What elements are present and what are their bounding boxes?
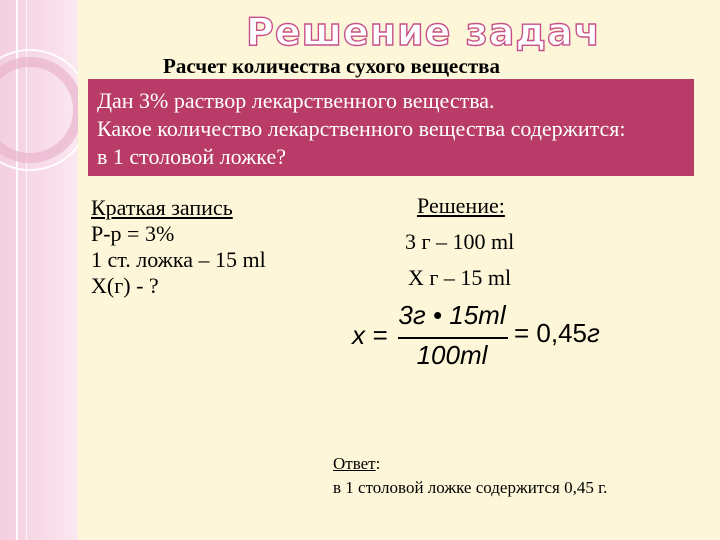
fraction-bar [398, 337, 508, 339]
formula-result-value: = 0,45 [514, 318, 588, 348]
given-line: Р-р = 3% [91, 221, 175, 246]
formula-result [514, 318, 600, 349]
slide-subtitle: Расчет количества сухого вещества [163, 54, 500, 78]
problem-line: Какое количество лекарственного вещества содержится: [97, 116, 626, 141]
solution-line: 3 г – 100 ml [405, 229, 515, 254]
formula-result-unit: г [587, 318, 600, 348]
answer-section [333, 452, 607, 500]
problem-line: Дан 3% раствор лекарственного вещества. [97, 88, 495, 113]
slide-title: Решение задач [246, 10, 601, 54]
given-section [91, 195, 266, 299]
solution-line: X г – 15 ml [408, 265, 512, 290]
problem-line: в 1 столовой ложке? [97, 144, 286, 169]
formula-lhs: x = [352, 320, 388, 350]
given-heading: Краткая запись [91, 195, 233, 220]
problem-statement-box [88, 79, 694, 176]
formula-denominator: 100ml [416, 340, 488, 370]
given-line: 1 ст. ложка – 15 ml [91, 247, 266, 272]
given-line: X(г) - ? [91, 273, 159, 298]
decorative-side-bar [0, 0, 78, 540]
solution-heading: Решение: [417, 193, 505, 218]
solution-section [405, 188, 514, 296]
answer-heading: Ответ [333, 454, 376, 473]
answer-colon: : [375, 454, 381, 473]
decorative-circles-icon [0, 0, 78, 540]
formula-numerator: 3г • 15ml [398, 300, 506, 330]
answer-text: в 1 столовой ложке содержится 0,45 г. [333, 478, 608, 497]
